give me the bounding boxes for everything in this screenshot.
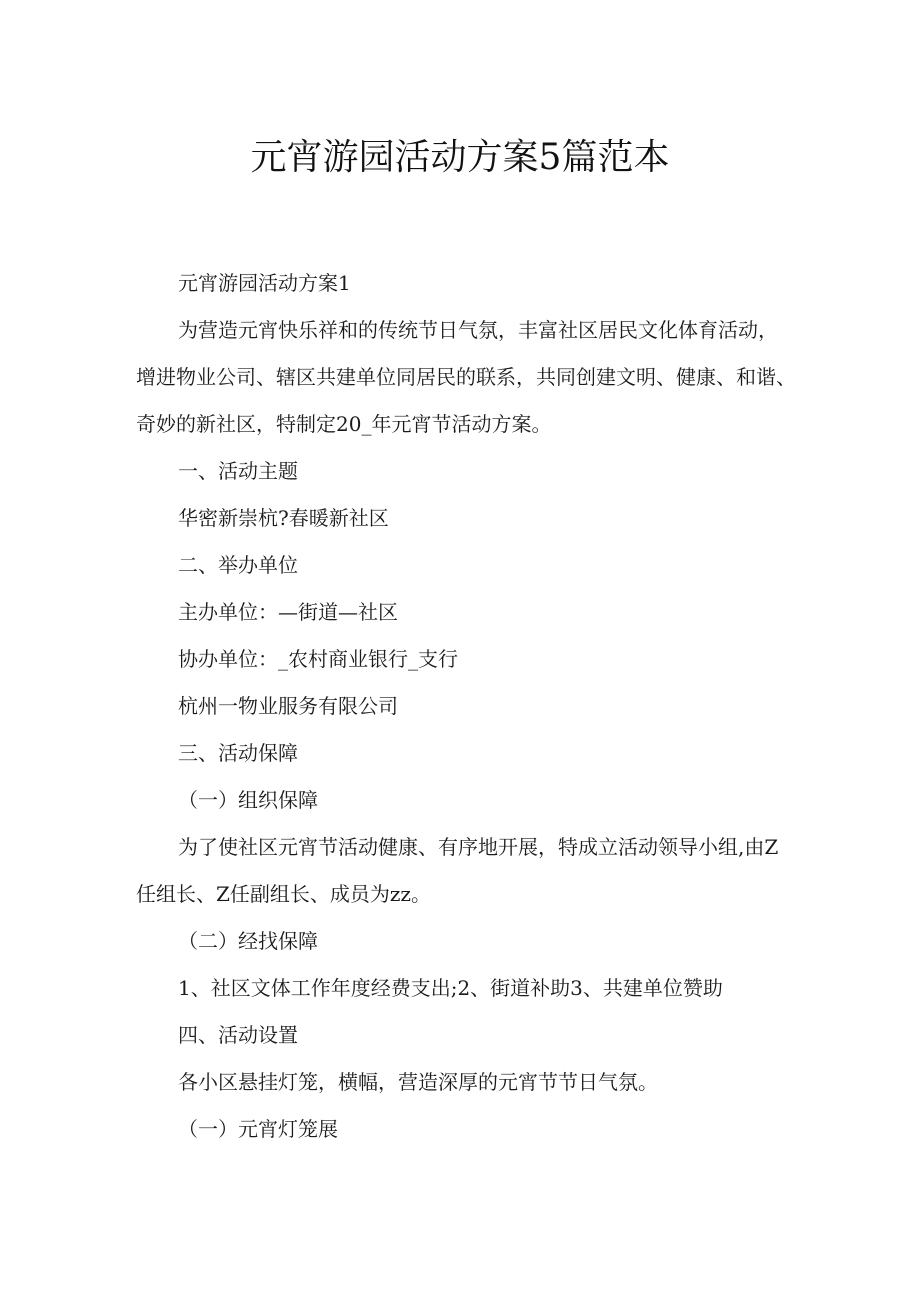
subsection-heading-organization: （一）组织保障 <box>178 788 318 812</box>
subsection-heading-lantern-show: （一）元宵灯笼展 <box>178 1117 338 1141</box>
subsection-heading-funding: （二）经找保障 <box>178 929 318 953</box>
section-heading-support: 三、活动保障 <box>178 741 298 765</box>
paragraph-line: 为了使社区元宵节活动健康、有序地开展，特成立活动领导小组,由Z <box>178 835 779 859</box>
paragraph-line: 为营造元宵快乐祥和的传统节日气氛，丰富社区居民文化体育活动， <box>178 318 778 342</box>
co-host-unit-2: 杭州一物业服务有限公司 <box>178 694 398 718</box>
theme-text: 华密新崇杭?春暖新社区 <box>178 506 389 530</box>
host-unit: 主办单位：—街道—社区 <box>178 600 398 624</box>
section-heading-theme: 一、活动主题 <box>178 459 298 483</box>
paragraph-line: 奇妙的新社区，特制定20_年元宵节活动方案。 <box>136 412 552 436</box>
section-heading-settings: 四、活动设置 <box>178 1023 298 1047</box>
document-title: 元宵游园活动方案5篇范本 <box>250 137 670 178</box>
paragraph-line: 任组长、Z任副组长、成员为zz。 <box>136 882 431 906</box>
section-heading-plan-1: 元宵游园活动方案1 <box>178 271 351 295</box>
co-host-unit: 协办单位：_农村商业银行_支行 <box>178 647 458 671</box>
settings-text: 各小区悬挂灯笼，横幅，营造深厚的元宵节节日气氛。 <box>178 1070 658 1094</box>
section-heading-organizers: 二、举办单位 <box>178 553 298 577</box>
document-body <box>136 260 796 1153</box>
paragraph-line: 增进物业公司、辖区共建单位同居民的联系，共同创建文明、健康、和谐、 <box>136 365 796 389</box>
funding-text: 1、社区文体工作年度经费支出;2、街道补助3、共建单位赞助 <box>178 976 723 1000</box>
